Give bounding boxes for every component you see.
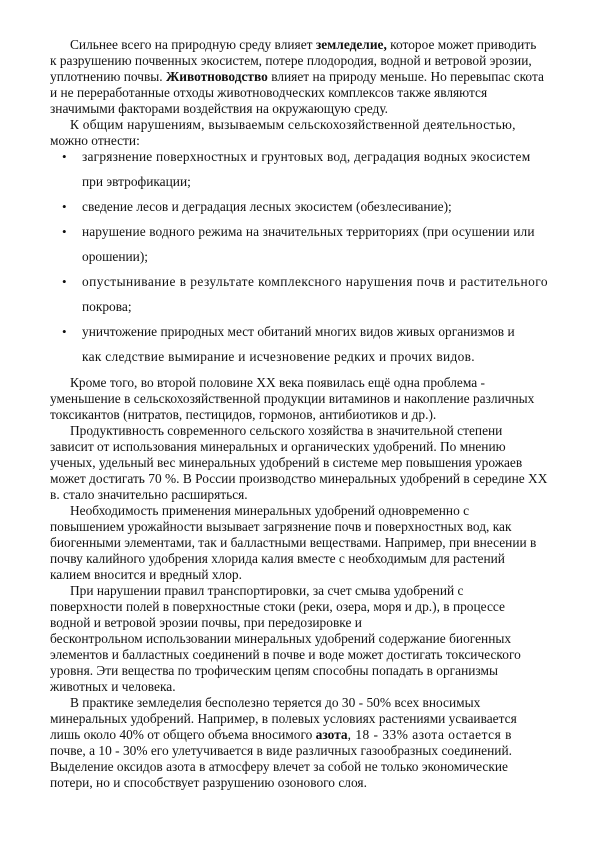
p7-line6: потери, но и способствует разрушению озонового слоя.: [50, 775, 367, 790]
bullet-marker: •: [62, 324, 67, 339]
bullet5-line2: как следствие вымирание и исчезновение редких и прочих видов.: [82, 349, 475, 364]
p3-line3: токсикантов (нитратов, пестицидов, гормонов, антибиотиков и др.).: [50, 407, 437, 422]
bullet4-line2: покрова;: [82, 299, 132, 314]
p1-line4: и не переработанные отходы животноводческих комплексов также являются: [50, 85, 488, 100]
p1-line2: к разрушению почвенных экосистем, потере плодородия, водной и ветровой эрозии,: [50, 53, 532, 68]
p5-line5: калием вносится и вредный хлор.: [50, 567, 242, 582]
bullet3-line1: нарушение водного режима на значительных территориях (при осушении или: [82, 224, 535, 239]
p5-line3: биогенными элементами, так и балластными веществами. Например, при внесении в: [50, 535, 537, 550]
p6-line2: поверхности полей в поверхностные стоки (реки, озера, моря и др.), в процессе: [50, 599, 505, 614]
p1-line1: Сильнее всего на природную среду влияет земледелие, которое может приводить: [70, 37, 537, 52]
p6-line6: уровня. Эти вещества по трофическим цепям способны попадать в организмы: [50, 663, 498, 678]
p5-line1: Необходимость применения минеральных удобрений одновременно с: [70, 503, 470, 518]
bullet1-line2: при эвтрофикации;: [82, 174, 191, 189]
bullet-marker: •: [62, 199, 67, 214]
p7-line1: В практике земледелия бесполезно теряется до 30 - 50% всех вносимых: [70, 695, 481, 710]
p1-line5: значимыми факторами воздействия на окружающую среду.: [50, 101, 389, 116]
p1-line3: уплотнению почвы. Животноводство влияет на природу меньше. Но перевыпас скота: [50, 69, 544, 84]
term-azot: азота: [315, 727, 348, 742]
p3-line1: Кроме того, во второй половине XX века появилась ещё одна проблема -: [70, 375, 485, 390]
p4-line4: может достигать 70 %. В России производство минеральных удобрений в середине XX: [50, 471, 548, 486]
p7-line5: Выделение оксидов азота в атмосферу влечет за собой не только экономические: [50, 759, 508, 774]
p7-line3: лишь около 40% от общего объема вносимого азота, 18 - 33% азота остается в: [50, 727, 512, 742]
p7-line4: почве, а 10 - 30% его улетучивается в виде различных газообразных соединений.: [50, 743, 512, 758]
p6-line3: водной и ветровой эрозии почвы, при передозировке и: [50, 615, 362, 630]
p4-line5: в. стало значительно расширяться.: [50, 487, 248, 502]
p4-line2: зависит от использования минеральных и органических удобрений. По мнению: [50, 439, 506, 454]
term-zemledelie: земледелие,: [315, 37, 387, 52]
p6-line1: При нарушении правил транспортировки, за счет смыва удобрений с: [70, 583, 464, 598]
p2-line1: К общим нарушениям, вызываемым сельскохозяйственной деятельностью,: [70, 117, 516, 132]
p4-line3: ученых, удельный вес минеральных удобрений в системе мер повышения урожаев: [50, 455, 523, 470]
bullet-marker: •: [62, 274, 67, 289]
bullet-marker: •: [62, 149, 67, 164]
bullet5-line1: уничтожение природных мест обитаний многих видов живых организмов и: [82, 324, 515, 339]
p3-line2: уменьшение в сельскохозяйственной продукции витаминов и накопление различных: [50, 391, 535, 406]
p6-line7: животных и человека.: [50, 679, 176, 694]
bullet3-line2: орошении);: [82, 249, 149, 264]
bullet1-line1: загрязнение поверхностных и грунтовых вод, деградация водных экосистем: [82, 149, 531, 164]
p5-line2: повышением урожайности вызывает загрязнение почв и поверхностных вод, как: [50, 519, 512, 534]
p7-line2: минеральных удобрений. Например, в полевых условиях растениями усваивается: [50, 711, 517, 726]
p6-line5: элементов и балластных соединений в почве и воде может достигать токсического: [50, 647, 521, 662]
p4-line1: Продуктивность современного сельского хозяйства в значительной степени: [70, 423, 503, 438]
p5-line4: почву калийного удобрения хлорида калия вместе с необходимым для растений: [50, 551, 505, 566]
bullet4-line1: опустынивание в результате комплексного нарушения почв и растительного: [82, 274, 548, 289]
bullet2-line1: сведение лесов и деградация лесных экосистем (обезлесивание);: [82, 199, 452, 214]
p2-line2: можно отнести:: [50, 133, 140, 148]
p6-line4: бесконтрольном использовании минеральных удобрений содержание биогенных: [50, 631, 512, 646]
term-zhivotnovodstvo: Животноводство: [165, 69, 268, 84]
bullet-marker: •: [62, 224, 67, 239]
